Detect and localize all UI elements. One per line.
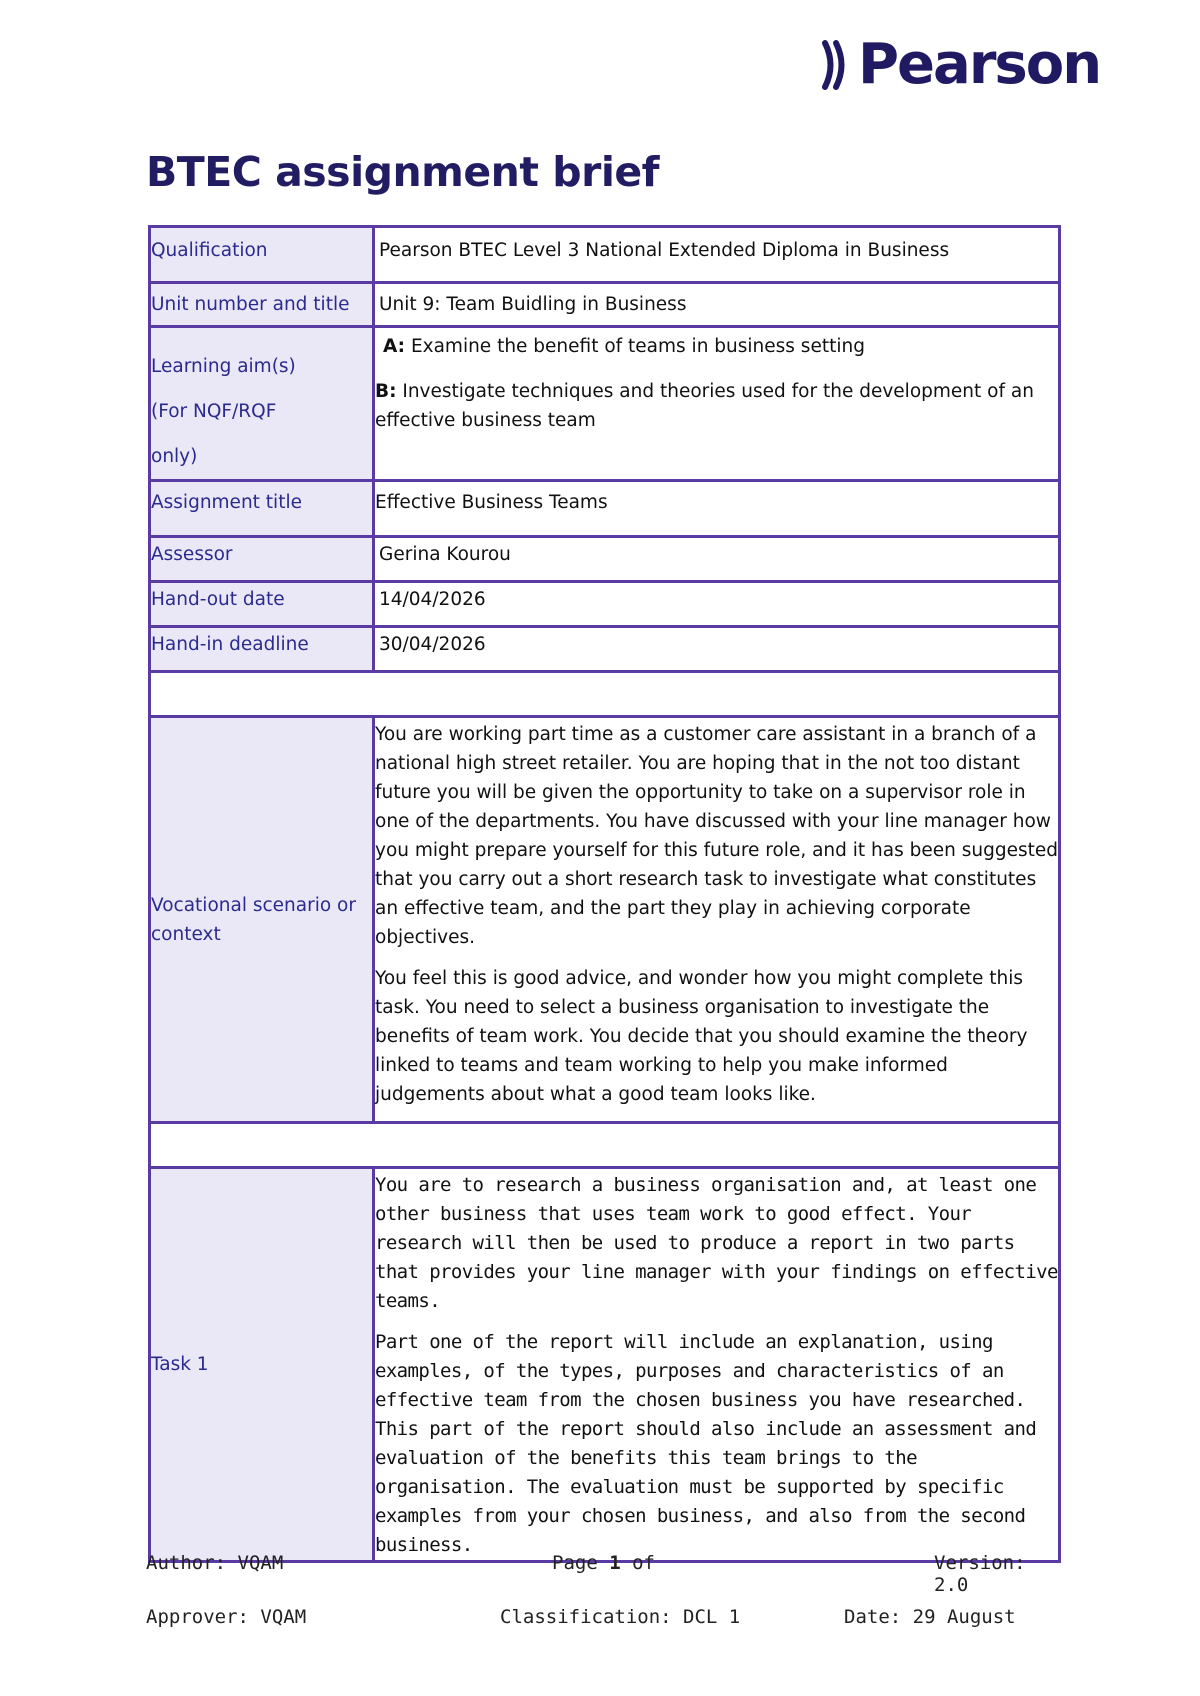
footer-page: Page 1 of [552, 1552, 655, 1574]
label-hand-in: Hand-in deadline [150, 627, 374, 672]
label-hand-out: Hand-out date [150, 582, 374, 627]
value-unit: Unit 9: Team Buidling in Business [374, 283, 1060, 327]
label-assignment-title: Assignment title [150, 481, 374, 537]
footer-version: Version: 2.0 [934, 1552, 1026, 1596]
scenario-paragraph-1: You are working part time as a customer care assistant in a branch of a national high street retailer. You are hoping that in the not too distant future you will be given the opportunity to take on a supervisor role in one of the departments. You have discussed with your line manager how you might prepare yourself for this future role, and it has been suggested that you carry out a short research task to investigate what constitutes an effective team, and the part they play in achieving corporate objectives. [375, 724, 1058, 948]
pearson-logo [822, 30, 1100, 100]
row-hand-in [150, 627, 1060, 672]
pearson-mark-icon [822, 37, 852, 93]
spacer-row [150, 1123, 1060, 1168]
row-assignment-title [150, 481, 1060, 537]
value-task-1 [374, 1168, 1060, 1562]
scenario-paragraph-2: You feel this is good advice, and wonder how you might complete this task. You need to select a business organisation to investigate the benefits of team work. You decide that you should examine the theory linked to teams and team working to help you make informed judgements about what a good team looks like. [375, 968, 1028, 1105]
footer-approver: Approver: VQAM [146, 1606, 307, 1628]
row-hand-out [150, 582, 1060, 627]
label-scenario: Vocational scenario or context [150, 717, 374, 1123]
value-qualification: Pearson BTEC Level 3 National Extended Diploma in Business [374, 227, 1060, 283]
footer-classification: Classification: DCL 1 [500, 1606, 741, 1628]
row-scenario [150, 717, 1060, 1123]
value-learning-aims [374, 327, 1060, 481]
row-task-1 [150, 1168, 1060, 1562]
value-hand-in: 30/04/2026 [374, 627, 1060, 672]
value-scenario [374, 717, 1060, 1123]
value-hand-out: 14/04/2026 [374, 582, 1060, 627]
task-1-paragraph-1: You are to research a business organisation and, at least one other business that uses team work to good effect. Your research will then be used to produce a report in two parts that provides your line manager with your findings on effective teams. [375, 1174, 1058, 1312]
row-learning-aims [150, 327, 1060, 481]
value-assignment-title: Effective Business Teams [374, 481, 1060, 537]
footer-date: Date: 29 August [844, 1606, 1016, 1628]
label-task-1: Task 1 [150, 1168, 374, 1562]
row-unit [150, 283, 1060, 327]
label-learning-aims: Learning aim(s) (For NQF/RQF only) [150, 327, 374, 481]
task-1-paragraph-2: Part one of the report will include an explanation, using examples, of the types, purposes and characteristics of an effective team from the chosen business you have researched. This part of the report should also include an assessment and evaluation of the benefits this team brings to the organisation. The evaluation must be supported by specific examples from your chosen business, and also from the second business. [375, 1331, 1037, 1556]
spacer-cell [150, 1123, 1060, 1168]
spacer-cell [150, 672, 1060, 717]
row-assessor [150, 537, 1060, 582]
pearson-logo-text: Pearson [858, 32, 1101, 97]
spacer-row [150, 672, 1060, 717]
row-qualification [150, 227, 1060, 283]
assignment-brief-table [148, 225, 1061, 1563]
label-qualification: Qualification [150, 227, 374, 283]
page-title: BTEC assignment brief [146, 148, 660, 196]
label-assessor: Assessor [150, 537, 374, 582]
value-assessor: Gerina Kourou [374, 537, 1060, 582]
label-unit: Unit number and title [150, 283, 374, 327]
footer-author: Author: VQAM [146, 1552, 284, 1574]
learning-aim-b: B: Investigate techniques and theories used for the development of an effective business team [375, 381, 1034, 431]
learning-aim-a: A: Examine the benefit of teams in business setting [383, 336, 865, 357]
